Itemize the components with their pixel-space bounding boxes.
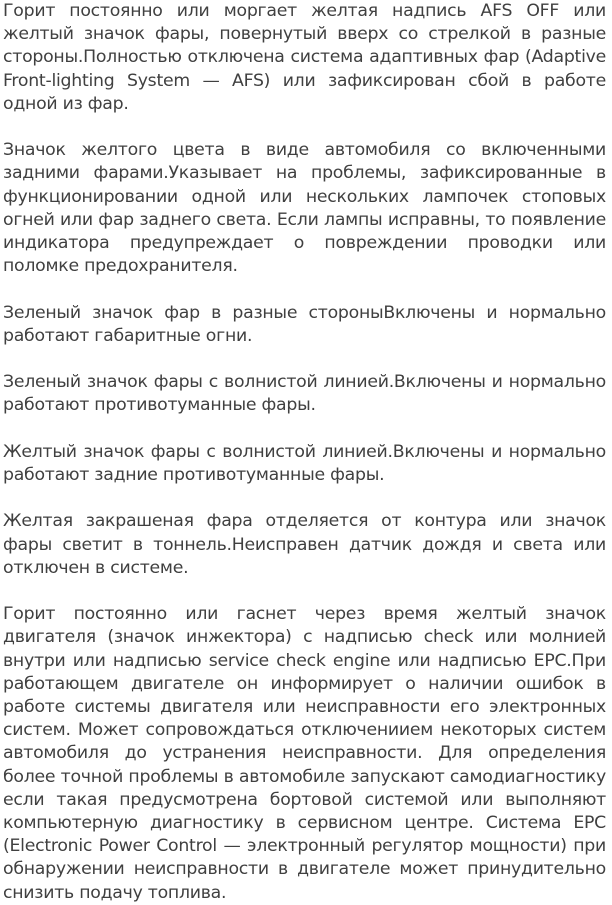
paragraph-afs-off: Горит постоянно или моргает желтая надпись AFS OFF или желтый значок фары, повернутый вверх со стрелкой в разные стороны.Полностью отключена система адаптивных фар (Adaptive Front-lighting System — AFS) или зафиксирован сбой в работе одной из фар. bbox=[3, 1, 606, 114]
paragraph-rear-fog-lights: Желтый значок фары с волнистой линией.Включены и нормально работают задние противотуманные фары. bbox=[3, 441, 606, 485]
paragraph-rear-lights: Значок желтого цвета в виде автомобиля со включенными задними фарами.Указывает на проблемы, зафиксированные в функционировании одной или нескольких лампочек стоповых огней или фар заднего света. Если лампы исправны, то появление индикатора предупреждает о повреждении проводки или поломке предохранителя. bbox=[3, 140, 606, 277]
paragraph-fog-lights: Зеленый значок фары с волнистой линией.Включены и нормально работают противотуманные фары. bbox=[3, 372, 606, 416]
paragraph-check-engine: Горит постоянно или гаснет через время желтый значок двигателя (значок инжектора) с надписью check или молнией внутри или надписью service check engine или надписью EPC.При работающем двигателе он информирует о наличии ошибок в работе системы двигателя или неисправности его электронных систем. Может сопровождаться отключениием некоторых систем автомобиля до устранения неисправности. Для определения более точной проблемы в автомобиле запускают самодиагностику если такая предусмотрена бортовой системой или выполняют компьютерную диагностику в сервисном центре. Система EPC (Electronic Power Control — электронный регулятор мощности) при обнаружении неисправности в двигателе может принудительно снизить подачу топлива. bbox=[3, 604, 606, 903]
paragraph-rain-light-sensor: Желтая закрашеная фара отделяется от контура или значок фары светит в тоннель.Неисправен датчик дождя и света или отключен в системе. bbox=[3, 511, 606, 578]
article-text bbox=[3, 0, 606, 905]
paragraph-parking-lights: Зеленый значок фар в разные стороныВключены и нормально работают габаритные огни. bbox=[3, 302, 606, 346]
